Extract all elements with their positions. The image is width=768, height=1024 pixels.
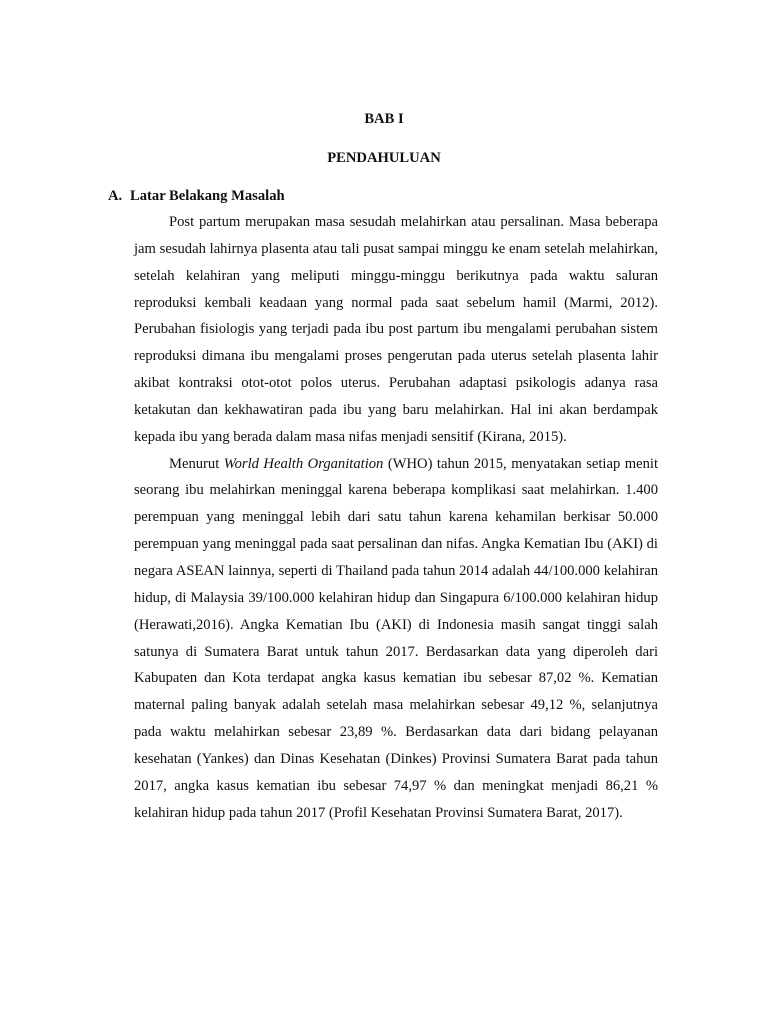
section-number: A. (108, 188, 123, 204)
paragraph-2-lead: Menurut (169, 455, 224, 472)
paragraph-1: Post partum merupakan masa sesudah melahirkan atau persalinan. Masa beberapa jam sesudah lahirnya plasenta atau tali pusat sampai minggu ke enam setelah melahirkan, setelah kelahiran yang meliputi minggu-minggu berikutnya pada waktu saluran reproduksi kembali keadaan yang normal pada saat sebelum hamil (Marmi, 2012). Perubahan fisiologis yang terjadi pada ibu post partum ibu mengalami perubahan sistem reproduksi dimana ibu mengalami proses pengerutan pada uterus setelah plasenta lahir akibat kontraksi otot-otot polos uterus. Perubahan adaptasi psikologis adanya rasa ketakutan dan kekhawatiran pada ibu yang baru melahirkan. Hal ini akan berdampak kepada ibu yang berada dalam masa nifas menjadi sensitif (Kirana, 2015). (134, 214, 658, 445)
paragraph-2-rest: (WHO) tahun 2015, menyatakan setiap menit seorang ibu melahirkan meninggal karena beberapa komplikasi saat melahirkan. 1.400 perempuan yang meninggal lebih dari satu tahun karena kehamilan berkisar 50.000 perempuan yang meninggal pada saat persalinan dan nifas. Angka Kematian Ibu (AKI) di negara ASEAN lainnya, seperti di Thailand pada tahun 2014 adalah 44/100.000 kelahiran hidup, di Malaysia 39/100.000 kelahiran hidup dan Singapura 6/100.000 kelahiran hidup (Herawati,2016). Angka Kematian Ibu (AKI) di Indonesia masih sangat tinggi salah satunya di Sumatera Barat untuk tahun 2017. Berdasarkan data yang diperoleh dari Kabupaten dan Kota terdapat angka kasus kematian ibu sebesar 87,02 %. Kematian maternal paling banyak adalah setelah masa melahirkan sebesar 49,12 %, selanjutnya pada waktu melahirkan sebesar 23,89 %. Berdasarkan data dari bidang pelayanan kesehatan (Yankes) dan Dinas Kesehatan (Dinkes) Provinsi Sumatera Barat pada tahun 2017, angka kasus kematian ibu sebesar 74,97 % dan meningkat menjadi 86,21 % kelahiran hidup pada tahun 2017 (Profil Kesehatan Provinsi Sumatera Barat, 2017). (134, 455, 658, 821)
body-text (134, 209, 658, 826)
paragraph-2 (134, 451, 658, 827)
section-heading (108, 186, 285, 206)
paragraph-2-italic-term: World Health Organitation (223, 455, 384, 472)
chapter-number: BAB I (364, 111, 404, 127)
chapter-title: PENDAHULUAN (327, 150, 441, 166)
section-title: Latar Belakang Masalah (130, 188, 285, 204)
